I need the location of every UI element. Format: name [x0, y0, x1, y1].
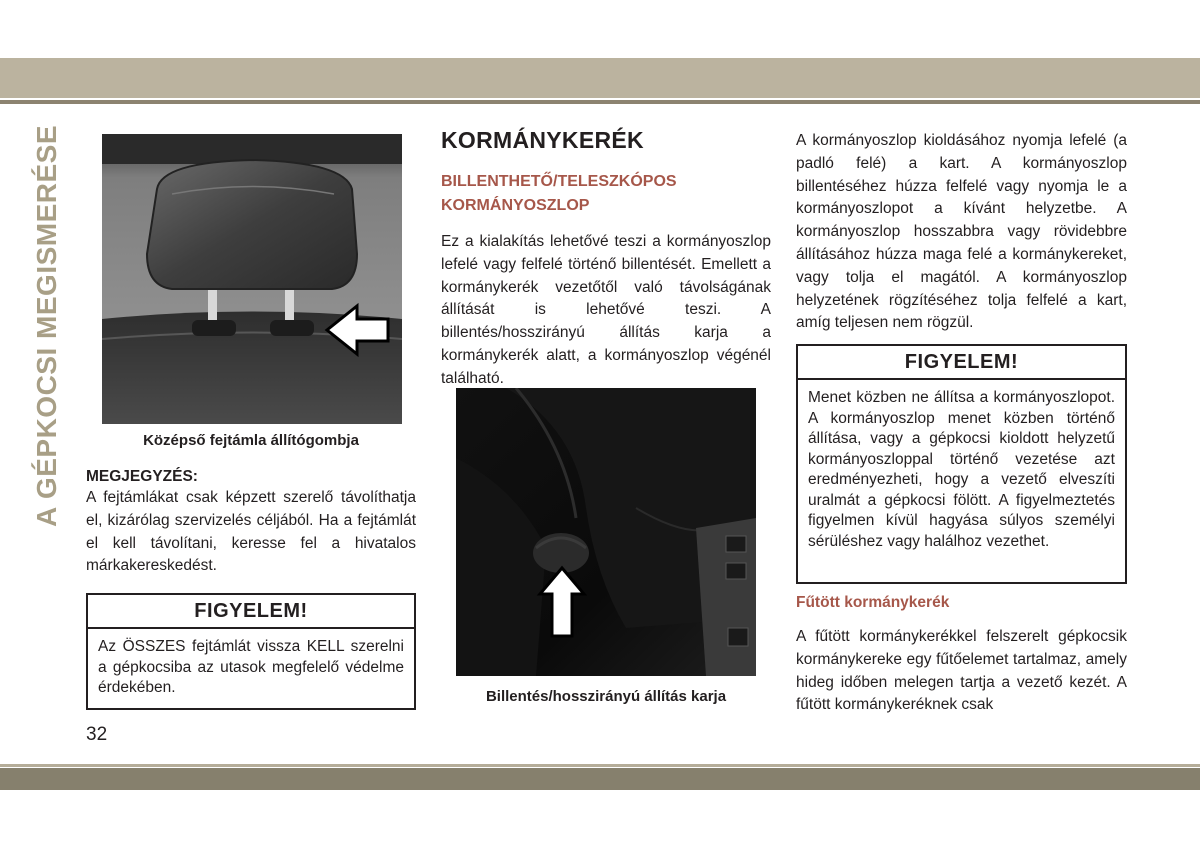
warning-text: Az ÖSSZES fejtámlát vissza KELL szerelni a gépkocsiba az utasok megfelelő védelme érdekében. — [98, 638, 404, 696]
header-band — [0, 58, 1200, 98]
headrest-warning-box — [86, 593, 416, 710]
header-rule — [0, 100, 1200, 104]
headrest-photo — [102, 134, 402, 424]
page-number: 32 — [86, 724, 108, 745]
lever-caption: Billentés/hosszirányú állítás karja — [485, 688, 727, 705]
footer-band — [0, 768, 1200, 790]
page-title: KORMÁNYKERÉK — [441, 127, 644, 153]
section-subtitle: BILLENTHETŐ/TELESZKÓPOS KORMÁNYOSZLOP — [441, 173, 677, 214]
section-side-title: A GÉPKOCSI MEGISMERÉSE — [31, 124, 62, 527]
heated-wheel-text: A fűtött kormánykerékkel felszerelt gépkocsik kormánykereke egy fűtőelemet tartalmaz, amely hideg időben melegen tartja a vezető kezét. A fűtött kormánykeréknek csak — [796, 628, 1127, 714]
footer-rule — [0, 764, 1200, 767]
warning-heading: FIGYELEM! — [798, 346, 1125, 380]
warning-text: Menet közben ne állítsa a kormányoszlopot. A kormányoszlop menet közben történő állítása, vagy a gépkocsi kioldott helyzetű kormányoszloppal történő vezetése azt eredményezheti, hogy a vezető elveszíti uralmát a gépkocsi fölött. A figyelmeztetés figyelmen kívül hagyása súlyos személyi sérüléshez vagy halálhoz vezethet. — [808, 389, 1115, 550]
headrest-illustration — [102, 134, 402, 424]
note-text: A fejtámlákat csak képzett szerelő távolíthatja el, kizárólag szervizelés céljából. Ha a fejtámlát el kell távolítani, keresse fel a hivatalos márkakereskedést. — [86, 489, 416, 575]
note-heading: MEGJEGYZÉS: — [86, 468, 198, 485]
heated-wheel-heading: Fűtött kormánykerék — [796, 594, 950, 611]
steering-warning-box — [796, 344, 1127, 584]
steering-lever-photo — [456, 388, 756, 676]
headrest-caption: Középső fejtámla állítógombja — [143, 432, 359, 449]
tilt-description: Ez a kialakítás lehetővé teszi a kormányoszlop lefelé vagy felfelé történő billentését. Emellett a kormánykerék vezetőtől való távolságának állítását is lehetővé teszi. A billentés/hosszirányú állítás karja a kormánykerék alatt, a kormányoszlop végénél található. — [441, 233, 771, 387]
steering-lever-illustration — [456, 388, 756, 676]
warning-heading: FIGYELEM! — [88, 595, 414, 629]
release-instructions: A kormányoszlop kioldásához nyomja lefelé (a padló felé) a kart. A kormányoszlop billentéséhez húzza felfelé vagy nyomja le a kormányoszlopot a kívánt helyzetbe. A kormányoszlop hosszabbra vagy rövidebbre állításához húzza maga felé a kormánykereket, vagy tolja el magától. A kormányoszlop helyzetének rögzítéséhez tolja felfelé a kart, amíg teljesen nem rögzül. — [796, 132, 1127, 332]
